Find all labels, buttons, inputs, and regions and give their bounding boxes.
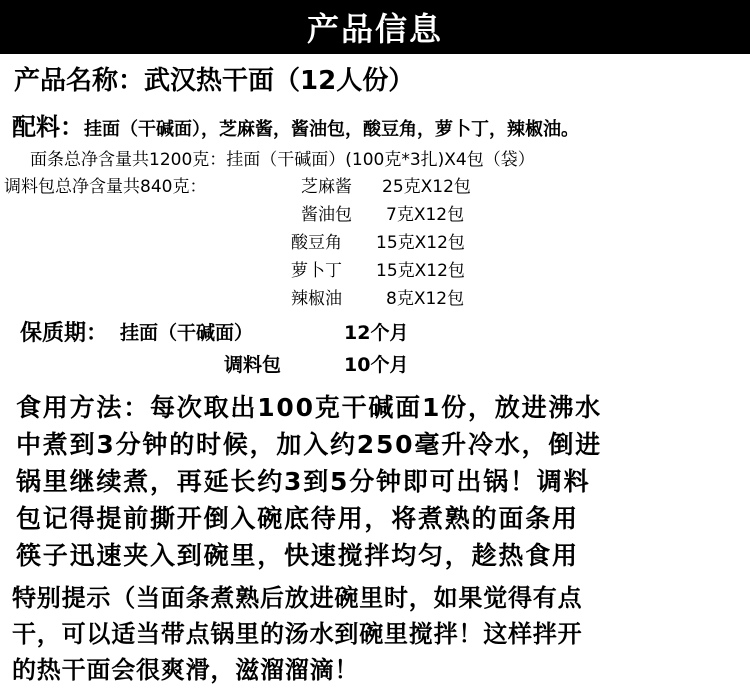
seasoning-item-name: 芝麻酱 xyxy=(301,177,352,197)
ingredients-label: 配料： xyxy=(12,113,84,141)
header-bar xyxy=(0,0,750,54)
page-title: 产品信息 xyxy=(306,10,443,48)
seasoning-item-qty: 15克X12包 xyxy=(376,233,465,253)
seasoning-item-qty: 7克X12包 xyxy=(386,205,465,225)
seasoning-item-name: 酸豆角 xyxy=(291,233,342,253)
usage-line: 锅里继续煮，再延长约3到5分钟即可出锅！调料 xyxy=(16,467,591,496)
seasoning-item-qty: 25克X12包 xyxy=(382,177,471,197)
product-name-row xyxy=(14,60,414,97)
seasoning-item-name: 辣椒油 xyxy=(291,289,342,309)
usage-line: 食用方法：每次取出100克干碱面1份，放进沸水 xyxy=(16,393,602,422)
noodle-weight: 面条总净含量共1200克：挂面（干碱面）(100克*3扎)X4包（袋） xyxy=(30,150,535,170)
seasoning-item-name: 酱油包 xyxy=(301,205,352,225)
shelf-life-item-period: 10个月 xyxy=(344,354,409,376)
seasoning-item-qty: 8克X12包 xyxy=(386,289,465,309)
tips-line: 特别提示（当面条煮熟后放进碗里时，如果觉得有点 xyxy=(12,584,583,612)
shelf-life-item-name: 调料包 xyxy=(224,354,282,376)
shelf-life-item-period: 12个月 xyxy=(344,322,409,344)
tips-line: 干，可以适当带点锅里的汤水到碗里搅拌！这样拌开 xyxy=(12,620,583,648)
ingredients-value: 挂面（干碱面），芝麻酱，酱油包，酸豆角，萝卜丁，辣椒油。 xyxy=(84,119,579,140)
usage-line: 中煮到3分钟的时候，加入约250毫升冷水，倒进 xyxy=(16,430,602,459)
product-name-value: 武汉热干面（12人份） xyxy=(144,66,415,96)
tips-line: 的热干面会很爽滑，滋溜溜滴！ xyxy=(12,656,360,684)
usage-line: 筷子迅速夹入到碗里，快速搅拌均匀，趁热食用 xyxy=(16,541,579,570)
ingredients-row xyxy=(12,107,579,142)
usage-line: 包记得提前撕开倒入碗底待用，将煮熟的面条用 xyxy=(16,504,579,533)
product-name-label: 产品名称： xyxy=(14,66,145,96)
seasoning-item-name: 萝卜丁 xyxy=(291,261,342,281)
seasoning-item-qty: 15克X12包 xyxy=(376,261,465,281)
shelf-life-label: 保质期： xyxy=(20,321,109,346)
seasoning-label: 调料包总净含量共840克： xyxy=(4,177,207,197)
shelf-life-item-name: 挂面（干碱面） xyxy=(120,322,254,344)
